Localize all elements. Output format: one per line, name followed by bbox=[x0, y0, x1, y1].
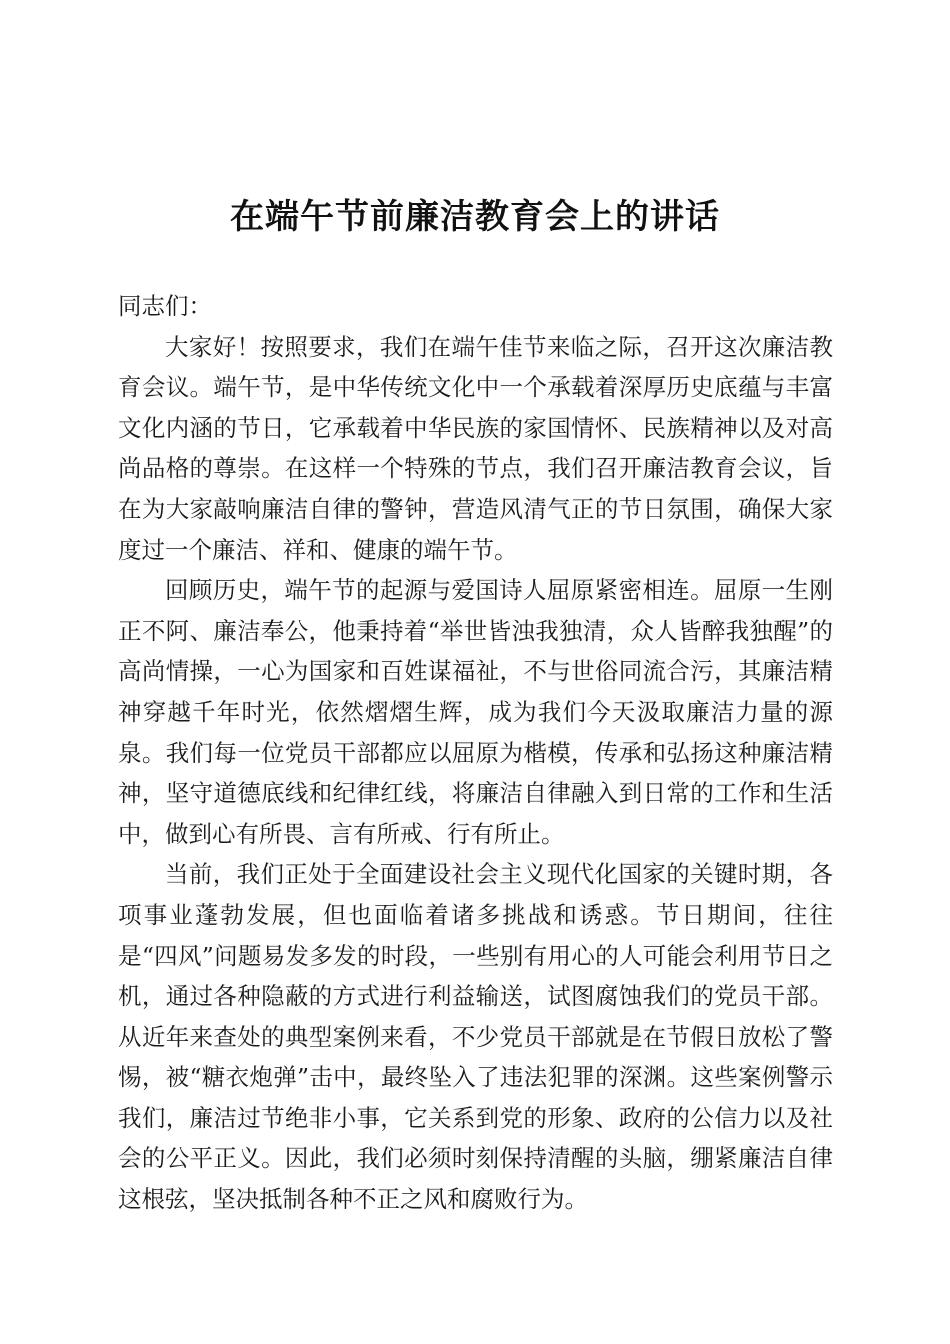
document-body bbox=[118, 286, 833, 1220]
paragraph-2: 回顾历史，端午节的起源与爱国诗人屈原紧密相连。屈原一生刚正不阿、廉洁奉公，他秉持着“举世皆浊我独清，众人皆醉我独醒”的高尚情操，一心为国家和百姓谋福祉，不与世俗同流合污，其廉洁精神穿越千年时光，依然熠熠生辉，成为我们今天汲取廉洁力量的源泉。我们每一位党员干部都应以屈原为楷模，传承和弘扬这种廉洁精神，坚守道德底线和纪律红线，将廉洁自律融入到日常的工作和生活中，做到心有所畏、言有所戒、行有所止。 bbox=[118, 576, 833, 848]
paragraph-3: 当前，我们正处于全面建设社会主义现代化国家的关键时期，各项事业蓬勃发展，但也面临着诸多挑战和诱惑。节日期间，往往是“四风”问题易发多发的时段，一些别有用心的人可能会利用节日之机，通过各种隐蔽的方式进行利益输送，试图腐蚀我们的党员干部。从近年来查处的典型案例来看，不少党员干部就是在节假日放松了警惕，被“糖衣炮弹”击中，最终坠入了违法犯罪的深渊。这些案例警示我们，廉洁过节绝非小事，它关系到党的形象、政府的公信力以及社会的公平正义。因此，我们必须时刻保持清醒的头脑，绷紧廉洁自律这根弦，坚决抵制各种不正之风和腐败行为。 bbox=[118, 860, 833, 1214]
document-title: 在端午节前廉洁教育会上的讲话 bbox=[230, 197, 720, 237]
salutation: 同志们： bbox=[118, 292, 212, 320]
paragraph-1: 大家好！按照要求，我们在端午佳节来临之际，召开这次廉洁教育会议。端午节，是中华传统文化中一个承载着深厚历史底蕴与丰富文化内涵的节日，它承载着中华民族的家国情怀、民族精神以及对高尚品格的尊崇。在这样一个特殊的节点，我们召开廉洁教育会议，旨在为大家敲响廉洁自律的警钟，营造风清气正的节日氛围，确保大家度过一个廉洁、祥和、健康的端午节。 bbox=[118, 332, 833, 564]
